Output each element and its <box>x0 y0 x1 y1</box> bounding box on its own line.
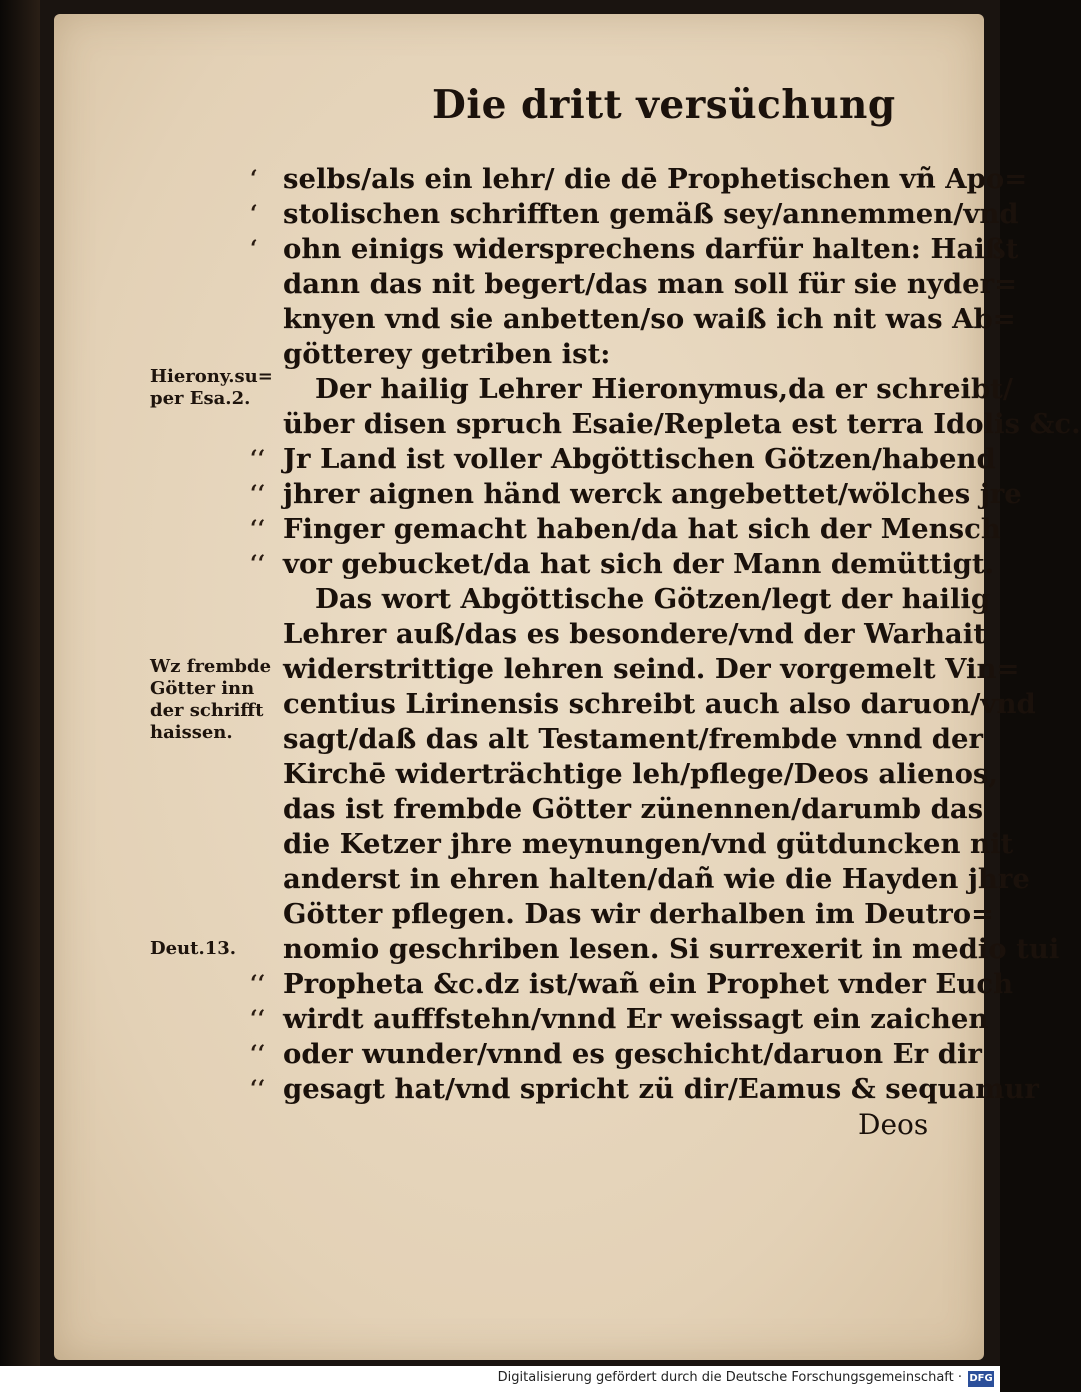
text-line: widerstrittige lehren seind. Der vorgemelt Vin= <box>283 653 1020 685</box>
text-line: dann das nit begert/das man soll für sie nyder= <box>283 268 1018 300</box>
quotation-mark: ‘ <box>250 166 258 192</box>
text-line: oder wunder/vnnd es geschicht/daruon Er dir <box>283 1038 982 1070</box>
text-line: ohn einigs widersprechens darfür halten: Haißt <box>283 233 1019 265</box>
text-line: gesagt hat/vnd spricht zü dir/Eamus & sequamur <box>283 1073 1039 1105</box>
text-line: Der hailig Lehrer Hieronymus,da er schreibt/ <box>315 373 1013 405</box>
catchword: Deos <box>858 1108 929 1141</box>
text-line: vor gebucket/da hat sich der Mann demüttigt. <box>283 548 995 580</box>
text-line: jhrer aignen händ werck angebettet/wölches jre <box>283 478 1022 510</box>
text-line: Jr Land ist voller Abgöttischen Götzen/habend <box>283 443 996 475</box>
quotation-mark: ‘‘ <box>250 481 266 507</box>
text-line: Finger gemacht haben/da hat sich der Mensch <box>283 513 1001 545</box>
running-head: Die dritt versüchung <box>432 82 896 128</box>
digitization-footer <box>0 1366 1000 1392</box>
text-line: Götter pflegen. Das wir derhalben im Deutro= <box>283 898 995 930</box>
text-line: anderst in ehren halten/dañ wie die Hayden jhre <box>283 863 1030 895</box>
book-spine <box>0 0 40 1366</box>
marginal-note-deut: Deut.13. <box>150 938 237 959</box>
text-line: die Ketzer jhre meynungen/vnd gütduncken nit <box>283 828 1014 860</box>
text-line: sagt/daß das alt Testament/frembde vnnd der <box>283 723 984 755</box>
footer-credit: Digitalisierung gefördert durch die Deutsche Forschungsgemeinschaft · <box>497 1370 962 1385</box>
text-line: stolischen schrifften gemäß sey/annemmen/vnd <box>283 198 1019 230</box>
text-line: knyen vnd sie anbetten/so waiß ich nit was Ab= <box>283 303 1016 335</box>
text-line: wirdt aufffstehn/vnnd Er weissagt ein zaichen <box>283 1003 989 1035</box>
quotation-mark: ‘‘ <box>250 1041 266 1067</box>
quotation-mark: ‘‘ <box>250 446 266 472</box>
text-line: Das wort Abgöttische Götzen/legt der hailig <box>315 583 991 615</box>
quotation-mark: ‘ <box>250 201 258 227</box>
quotation-mark: ‘‘ <box>250 1006 266 1032</box>
text-line: centius Lirinensis schreibt auch also daruon/vnd <box>283 688 1036 720</box>
quotation-mark: ‘‘ <box>250 516 266 542</box>
quotation-mark: ‘‘ <box>250 971 266 997</box>
text-line: götterey getriben ist: <box>283 338 611 370</box>
quotation-mark: ‘‘ <box>250 551 266 577</box>
text-line: Propheta &c.dz ist/wañ ein Prophet vnder Euch <box>283 968 1014 1000</box>
quotation-mark: ‘ <box>250 236 258 262</box>
dfg-logo: DFG <box>968 1371 994 1387</box>
text-line: nomio geschriben lesen. Si surrexerit in medio tui <box>283 933 1060 965</box>
marginal-note-hieronymus: Hierony.su= per Esa.2. <box>150 366 273 409</box>
text-line: selbs/als ein lehr/ die dē Prophetischen vñ Apo= <box>283 163 1028 195</box>
text-line: Lehrer auß/das es besondere/vnd der Warhait <box>283 618 986 650</box>
text-line: Kirchē widerträchtige leh/pflege/Deos alienos, <box>283 758 998 790</box>
text-line: das ist frembde Götter zünennen/darumb das <box>283 793 984 825</box>
quotation-mark: ‘‘ <box>250 1076 266 1102</box>
marginal-note-goetter: Wz frembde Götter inn der schrifft haissen. <box>150 656 272 743</box>
text-line: über disen spruch Esaie/Repleta est terra Idolis &c. <box>283 408 1081 440</box>
